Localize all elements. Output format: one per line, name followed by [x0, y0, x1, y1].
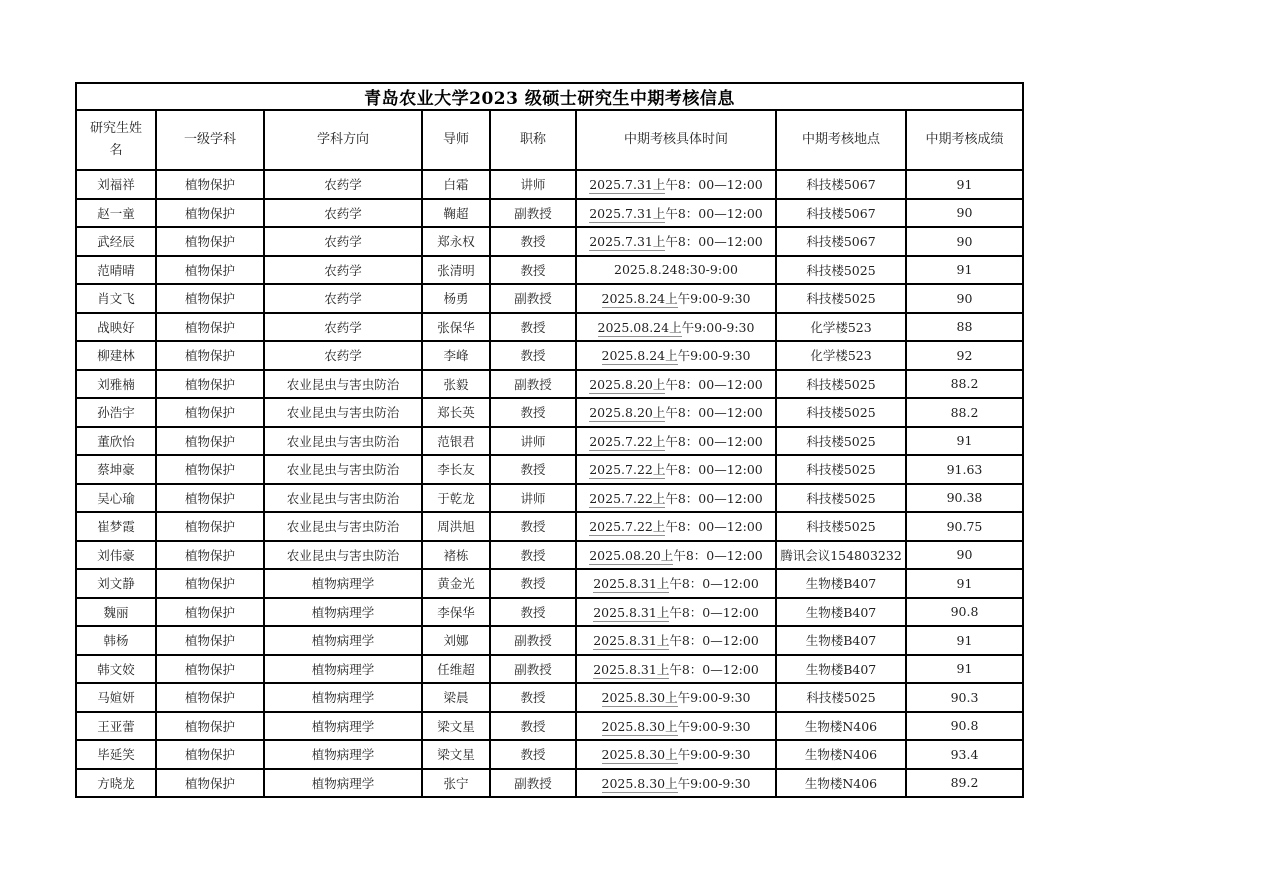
discipline-cell: 植物保护: [156, 170, 264, 199]
time-cell: [576, 598, 776, 627]
time-date-part: 2025.7.31上: [589, 205, 666, 221]
discipline-cell: 植物保护: [156, 626, 264, 655]
discipline-cell: 植物保护: [156, 455, 264, 484]
student-name-cell: 刘伟豪: [76, 541, 156, 570]
advisor-cell: 李峰: [422, 341, 490, 370]
score-cell: 88: [906, 313, 1023, 342]
location-cell: 生物楼B407: [776, 598, 906, 627]
score-cell: 90.38: [906, 484, 1023, 513]
advisor-cell: 任维超: [422, 655, 490, 684]
direction-cell: 植物病理学: [264, 626, 422, 655]
direction-cell: 农药学: [264, 313, 422, 342]
time-rest-part: 午9:00-9:30: [677, 348, 751, 364]
score-cell: 91: [906, 170, 1023, 199]
assessment-table: [75, 82, 1024, 798]
direction-cell: 植物病理学: [264, 740, 422, 769]
time-cell: [576, 569, 776, 598]
table-row: [76, 341, 1023, 370]
column-header-advisor-title: 职称: [490, 110, 576, 170]
advisor-cell: 张保华: [422, 313, 490, 342]
score-cell: 91: [906, 626, 1023, 655]
student-name-cell: 刘福祥: [76, 170, 156, 199]
page-title: [76, 83, 1023, 110]
score-cell: 88.2: [906, 398, 1023, 427]
student-name-cell: 毕延笑: [76, 740, 156, 769]
student-name-cell: 武经辰: [76, 227, 156, 256]
score-cell: 91: [906, 655, 1023, 684]
student-name-cell: 蔡坤豪: [76, 455, 156, 484]
time-date-part: 2025.8.30上: [601, 747, 678, 763]
advisor-cell: 白霜: [422, 170, 490, 199]
location-cell: 科技楼5025: [776, 284, 906, 313]
student-name-cell: 柳建林: [76, 341, 156, 370]
student-name-cell: 方晓龙: [76, 769, 156, 798]
advisor-cell: 杨勇: [422, 284, 490, 313]
time-rest-part: 午9:00-9:30: [677, 291, 751, 307]
table-row: [76, 484, 1023, 513]
time-cell: [576, 427, 776, 456]
direction-cell: 农药学: [264, 227, 422, 256]
time-rest-part: 午8：00—12:00: [665, 177, 763, 193]
column-header-assessment-time: 中期考核具体时间: [576, 110, 776, 170]
time-date-part: 2025.8.31上: [593, 576, 670, 592]
time-cell: [576, 455, 776, 484]
time-cell: [576, 284, 776, 313]
advisor-title-cell: 教授: [490, 313, 576, 342]
table-body: [76, 170, 1023, 797]
table-row: [76, 712, 1023, 741]
location-cell: 生物楼B407: [776, 569, 906, 598]
time-rest-part: 午8：0—12:00: [669, 661, 759, 677]
time-cell: [576, 341, 776, 370]
score-cell: 90: [906, 541, 1023, 570]
table-row: [76, 769, 1023, 798]
table-header-row: [76, 110, 1023, 170]
time-rest-part: 午8：0—12:00: [673, 547, 763, 563]
time-date-part: 2025.7.31上: [589, 177, 666, 193]
discipline-cell: 植物保护: [156, 512, 264, 541]
discipline-cell: 植物保护: [156, 569, 264, 598]
time-date-part: 2025.8.31上: [593, 633, 670, 649]
direction-cell: 植物病理学: [264, 598, 422, 627]
student-name-cell: 崔梦霞: [76, 512, 156, 541]
table-row: [76, 683, 1023, 712]
student-name-cell: 肖文飞: [76, 284, 156, 313]
table-row: [76, 427, 1023, 456]
location-cell: 科技楼5025: [776, 398, 906, 427]
time-cell: [576, 712, 776, 741]
advisor-title-cell: 副教授: [490, 655, 576, 684]
table-row: [76, 455, 1023, 484]
table-row: [76, 626, 1023, 655]
score-cell: 92: [906, 341, 1023, 370]
table-row: [76, 170, 1023, 199]
time-cell: [576, 484, 776, 513]
score-cell: 88.2: [906, 370, 1023, 399]
discipline-cell: 植物保护: [156, 284, 264, 313]
direction-cell: 农药学: [264, 341, 422, 370]
column-header-assessment-location: 中期考核地点: [776, 110, 906, 170]
column-header-student-name: 研究生姓名: [76, 110, 156, 170]
location-cell: 科技楼5025: [776, 484, 906, 513]
direction-cell: 农药学: [264, 170, 422, 199]
direction-cell: 农药学: [264, 256, 422, 285]
advisor-cell: 鞠超: [422, 199, 490, 228]
time-date-part: 2025.8.30上: [601, 718, 678, 734]
location-cell: 科技楼5067: [776, 227, 906, 256]
direction-cell: 农业昆虫与害虫防治: [264, 484, 422, 513]
table-row: [76, 313, 1023, 342]
table-row: [76, 655, 1023, 684]
discipline-cell: 植物保护: [156, 227, 264, 256]
discipline-cell: 植物保护: [156, 740, 264, 769]
advisor-title-cell: 讲师: [490, 170, 576, 199]
title-underlined-year: 23: [493, 89, 525, 109]
score-cell: 90: [906, 227, 1023, 256]
location-cell: 科技楼5025: [776, 455, 906, 484]
student-name-cell: 韩文姣: [76, 655, 156, 684]
location-cell: 科技楼5067: [776, 199, 906, 228]
advisor-title-cell: 副教授: [490, 284, 576, 313]
student-name-cell: 马媗妍: [76, 683, 156, 712]
assessment-report-sheet: [75, 82, 1022, 798]
advisor-title-cell: 副教授: [490, 769, 576, 798]
score-cell: 91: [906, 256, 1023, 285]
student-name-cell: 魏丽: [76, 598, 156, 627]
score-cell: 91: [906, 427, 1023, 456]
score-cell: 91: [906, 569, 1023, 598]
table-row: [76, 284, 1023, 313]
location-cell: 生物楼B407: [776, 655, 906, 684]
time-rest-part: 午8：00—12:00: [665, 490, 763, 506]
discipline-cell: 植物保护: [156, 370, 264, 399]
title-suffix: 级硕士研究生中期考核信息: [524, 89, 735, 109]
direction-cell: 植物病理学: [264, 683, 422, 712]
score-cell: 90.8: [906, 598, 1023, 627]
discipline-cell: 植物保护: [156, 769, 264, 798]
time-rest-part: 午9:00-9:30: [677, 690, 751, 706]
location-cell: 化学楼523: [776, 313, 906, 342]
advisor-title-cell: 教授: [490, 256, 576, 285]
time-cell: [576, 740, 776, 769]
direction-cell: 农业昆虫与害虫防治: [264, 512, 422, 541]
time-rest-part: 2025.8.248:30-9:00: [614, 262, 738, 278]
location-cell: 生物楼N406: [776, 769, 906, 798]
time-rest-part: 午8：00—12:00: [665, 519, 763, 535]
advisor-cell: 梁文星: [422, 712, 490, 741]
time-date-part: 2025.8.24上: [601, 291, 678, 307]
advisor-title-cell: 讲师: [490, 484, 576, 513]
direction-cell: 农业昆虫与害虫防治: [264, 370, 422, 399]
time-cell: [576, 256, 776, 285]
time-rest-part: 午9:00-9:30: [681, 319, 755, 335]
time-date-part: 2025.8.20上: [589, 376, 666, 392]
time-rest-part: 午8：00—12:00: [665, 376, 763, 392]
time-date-part: 2025.7.22上: [589, 462, 666, 478]
score-cell: 93.4: [906, 740, 1023, 769]
time-rest-part: 午8：0—12:00: [669, 604, 759, 620]
discipline-cell: 植物保护: [156, 313, 264, 342]
location-cell: 科技楼5025: [776, 512, 906, 541]
advisor-title-cell: 教授: [490, 512, 576, 541]
advisor-title-cell: 教授: [490, 541, 576, 570]
discipline-cell: 植物保护: [156, 341, 264, 370]
time-date-part: 2025.7.22上: [589, 490, 666, 506]
advisor-cell: 梁晨: [422, 683, 490, 712]
time-rest-part: 午9:00-9:30: [677, 747, 751, 763]
discipline-cell: 植物保护: [156, 712, 264, 741]
column-header-assessment-score: 中期考核成绩: [906, 110, 1023, 170]
time-date-part: 2025.8.24上: [601, 348, 678, 364]
time-date-part: 2025.7.22上: [589, 519, 666, 535]
table-row: [76, 199, 1023, 228]
table-row: [76, 256, 1023, 285]
advisor-title-cell: 副教授: [490, 199, 576, 228]
time-cell: [576, 626, 776, 655]
time-date-part: 2025.7.31上: [589, 234, 666, 250]
advisor-title-cell: 副教授: [490, 626, 576, 655]
discipline-cell: 植物保护: [156, 256, 264, 285]
table-row: [76, 227, 1023, 256]
time-rest-part: 午8：00—12:00: [665, 433, 763, 449]
table-row: [76, 541, 1023, 570]
discipline-cell: 植物保护: [156, 655, 264, 684]
location-cell: 生物楼N406: [776, 740, 906, 769]
time-cell: [576, 370, 776, 399]
discipline-cell: 植物保护: [156, 484, 264, 513]
location-cell: 科技楼5025: [776, 256, 906, 285]
student-name-cell: 赵一童: [76, 199, 156, 228]
time-rest-part: 午9:00-9:30: [677, 718, 751, 734]
advisor-cell: 张毅: [422, 370, 490, 399]
advisor-cell: 李长友: [422, 455, 490, 484]
direction-cell: 农业昆虫与害虫防治: [264, 427, 422, 456]
student-name-cell: 战映好: [76, 313, 156, 342]
score-cell: 91.63: [906, 455, 1023, 484]
discipline-cell: 植物保护: [156, 541, 264, 570]
student-name-cell: 刘雅楠: [76, 370, 156, 399]
discipline-cell: 植物保护: [156, 683, 264, 712]
location-cell: 科技楼5025: [776, 370, 906, 399]
table-row: [76, 512, 1023, 541]
advisor-title-cell: 教授: [490, 455, 576, 484]
direction-cell: 植物病理学: [264, 655, 422, 684]
direction-cell: 植物病理学: [264, 569, 422, 598]
advisor-cell: 于乾龙: [422, 484, 490, 513]
advisor-title-cell: 教授: [490, 398, 576, 427]
advisor-title-cell: 教授: [490, 227, 576, 256]
student-name-cell: 王亚蕾: [76, 712, 156, 741]
discipline-cell: 植物保护: [156, 427, 264, 456]
advisor-cell: 梁文星: [422, 740, 490, 769]
advisor-title-cell: 副教授: [490, 370, 576, 399]
location-cell: 腾讯会议154803232: [776, 541, 906, 570]
score-cell: 89.2: [906, 769, 1023, 798]
location-cell: 科技楼5067: [776, 170, 906, 199]
advisor-cell: 范银君: [422, 427, 490, 456]
time-rest-part: 午8：0—12:00: [669, 633, 759, 649]
time-date-part: 2025.8.30上: [601, 690, 678, 706]
time-cell: [576, 655, 776, 684]
time-cell: [576, 199, 776, 228]
time-cell: [576, 512, 776, 541]
discipline-cell: 植物保护: [156, 199, 264, 228]
score-cell: 90: [906, 199, 1023, 228]
table-title-row: [76, 83, 1023, 110]
time-cell: [576, 313, 776, 342]
time-date-part: 2025.8.20上: [589, 405, 666, 421]
advisor-cell: 褚栋: [422, 541, 490, 570]
advisor-cell: 黄金光: [422, 569, 490, 598]
time-rest-part: 午9:00-9:30: [677, 775, 751, 791]
advisor-title-cell: 教授: [490, 683, 576, 712]
direction-cell: 农业昆虫与害虫防治: [264, 455, 422, 484]
time-rest-part: 午8：0—12:00: [669, 576, 759, 592]
time-cell: [576, 170, 776, 199]
discipline-cell: 植物保护: [156, 398, 264, 427]
time-cell: [576, 398, 776, 427]
advisor-cell: 李保华: [422, 598, 490, 627]
time-cell: [576, 227, 776, 256]
time-rest-part: 午8：00—12:00: [665, 405, 763, 421]
location-cell: 生物楼B407: [776, 626, 906, 655]
table-row: [76, 740, 1023, 769]
location-cell: 科技楼5025: [776, 683, 906, 712]
column-header-advisor: 导师: [422, 110, 490, 170]
student-name-cell: 吴心瑜: [76, 484, 156, 513]
direction-cell: 农药学: [264, 199, 422, 228]
score-cell: 90: [906, 284, 1023, 313]
advisor-cell: 郑永权: [422, 227, 490, 256]
time-date-part: 2025.8.30上: [601, 775, 678, 791]
score-cell: 90.3: [906, 683, 1023, 712]
time-date-part: 2025.7.22上: [589, 433, 666, 449]
direction-cell: 植物病理学: [264, 769, 422, 798]
advisor-cell: 周洪旭: [422, 512, 490, 541]
column-header-direction: 学科方向: [264, 110, 422, 170]
advisor-title-cell: 讲师: [490, 427, 576, 456]
time-cell: [576, 683, 776, 712]
direction-cell: 植物病理学: [264, 712, 422, 741]
table-row: [76, 370, 1023, 399]
student-name-cell: 范晴晴: [76, 256, 156, 285]
location-cell: 科技楼5025: [776, 427, 906, 456]
advisor-title-cell: 教授: [490, 341, 576, 370]
student-name-cell: 刘文静: [76, 569, 156, 598]
time-date-part: 2025.8.31上: [593, 604, 670, 620]
advisor-title-cell: 教授: [490, 598, 576, 627]
score-cell: 90.75: [906, 512, 1023, 541]
time-rest-part: 午8：00—12:00: [665, 462, 763, 478]
direction-cell: 农业昆虫与害虫防治: [264, 398, 422, 427]
advisor-cell: 郑长英: [422, 398, 490, 427]
advisor-title-cell: 教授: [490, 740, 576, 769]
discipline-cell: 植物保护: [156, 598, 264, 627]
time-date-part: 2025.08.20上: [589, 547, 674, 563]
advisor-title-cell: 教授: [490, 712, 576, 741]
advisor-cell: 刘娜: [422, 626, 490, 655]
time-rest-part: 午8：00—12:00: [665, 234, 763, 250]
time-date-part: 2025.08.24上: [597, 319, 682, 335]
time-rest-part: 午8：00—12:00: [665, 205, 763, 221]
advisor-title-cell: 教授: [490, 569, 576, 598]
time-cell: [576, 769, 776, 798]
time-cell: [576, 541, 776, 570]
table-row: [76, 398, 1023, 427]
student-name-cell: 董欣怡: [76, 427, 156, 456]
location-cell: 生物楼N406: [776, 712, 906, 741]
time-date-part: 2025.8.31上: [593, 661, 670, 677]
direction-cell: 农业昆虫与害虫防治: [264, 541, 422, 570]
direction-cell: 农药学: [264, 284, 422, 313]
advisor-cell: 张清明: [422, 256, 490, 285]
score-cell: 90.8: [906, 712, 1023, 741]
student-name-cell: 韩杨: [76, 626, 156, 655]
table-row: [76, 598, 1023, 627]
location-cell: 化学楼523: [776, 341, 906, 370]
student-name-cell: 孙浩宇: [76, 398, 156, 427]
advisor-cell: 张宁: [422, 769, 490, 798]
table-row: [76, 569, 1023, 598]
title-prefix: 青岛农业大学20: [364, 89, 494, 109]
column-header-discipline: 一级学科: [156, 110, 264, 170]
